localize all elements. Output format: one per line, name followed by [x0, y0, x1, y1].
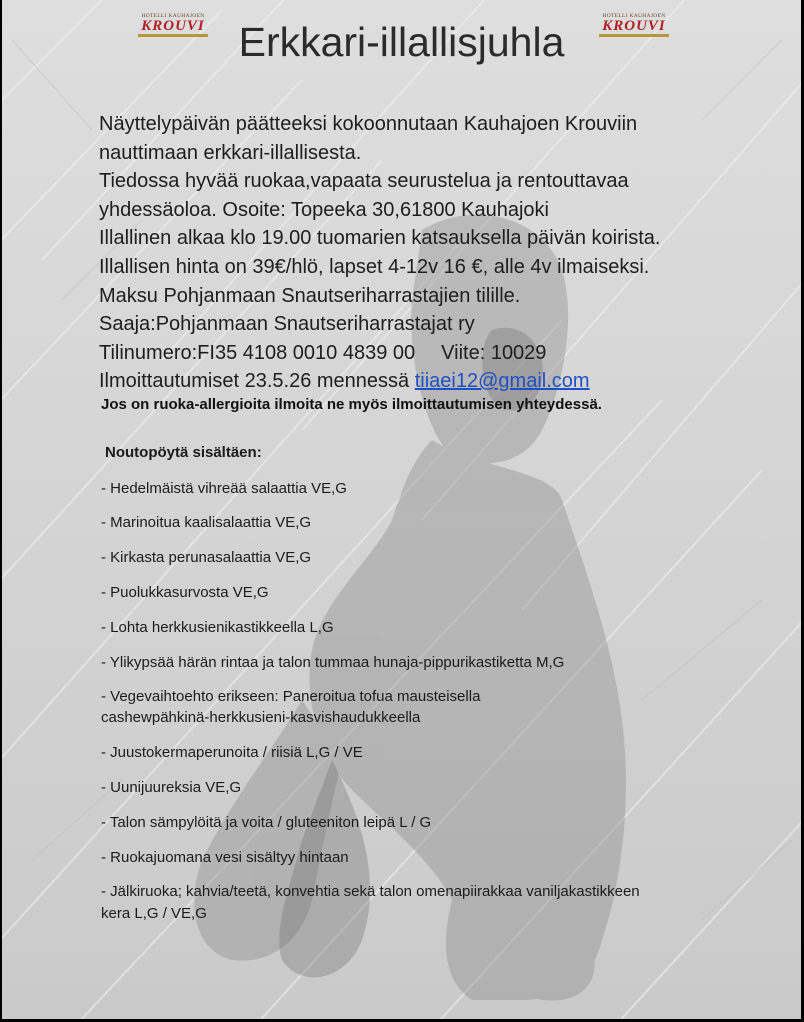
intro-line: Maksu Pohjanmaan Snautseriharrastajien tilille.	[99, 284, 521, 307]
menu-item: - Ylikypsää härän rintaa ja talon tummaa hunaja-pippurikastiketta M,G	[101, 654, 565, 671]
menu-item: cashewpähkinä-herkkusieni-kasvishaudukkeella	[101, 709, 421, 726]
menu-item: - Vegevaihtoehto erikseen: Paneroitua tofua mausteisella	[101, 688, 481, 705]
account-number: Tilinumero:FI35 4108 0010 4839 00	[99, 341, 416, 364]
registration-line	[99, 367, 749, 396]
menu-item: - Talon sämpylöitä ja voita / gluteeniton leipä L / G	[101, 814, 432, 831]
menu-item: - Puolukkasurvosta VE,G	[101, 584, 269, 601]
menu-item: - Marinoitua kaalisalaattia VE,G	[101, 514, 312, 531]
menu-item: kera L,G / VE,G	[101, 905, 207, 922]
menu-heading: Noutopöytä sisältäen:	[105, 444, 262, 461]
intro-line: Tiedossa hyvää ruokaa,vapaata seurustelua ja rentouttavaa	[99, 170, 629, 193]
menu-item: - Hedelmäistä vihreää salaattia VE,G	[101, 480, 347, 497]
menu-item: - Kirkasta perunasalaattia VE,G	[101, 549, 312, 566]
menu-item: - Jälkiruoka; kahvia/teetä, konvehtia sekä talon omenapiirakkaa vaniljakastikkeen	[101, 883, 640, 900]
email-link[interactable]: tiiaei12@gmail.com	[414, 370, 590, 393]
logo-hotel-text: HOTELLI KAUHAJOEN	[602, 13, 666, 19]
registration-deadline: Ilmoittautumiset 23.5.26 mennessä	[99, 370, 410, 393]
menu-item: - Lohta herkkusienikastikkeella L,G	[101, 619, 334, 636]
poster-page	[2, 0, 801, 1019]
allergy-note: Jos on ruoka-allergioita ilmoita ne myös ilmoittautumisen yhteydessä.	[101, 396, 602, 413]
logo-brand-text: KROUVI	[602, 18, 666, 34]
intro-line: Illallinen alkaa klo 19.00 tuomarien katsauksella päivän koirista.	[99, 227, 661, 250]
menu-item: - Uunijuureksia VE,G	[101, 779, 242, 796]
menu-item: - Juustokermaperunoita / riisiä L,G / VE	[101, 744, 363, 761]
logo-brand-text: KROUVI	[141, 18, 205, 34]
intro-text	[99, 110, 749, 396]
intro-line: Näyttelypäivän päätteeksi kokoonnutaan Kauhajoen Krouviin	[99, 113, 638, 135]
page-title: Erkkari-illallisjuhla	[238, 19, 565, 65]
intro-line: Illallisen hinta on 39€/hlö, lapset 4-12v 16 €, alle 4v ilmaiseksi.	[99, 255, 650, 278]
intro-line: Saaja:Pohjanmaan Snautseriharrastajat ry	[99, 313, 475, 336]
account-line	[99, 339, 749, 368]
reference-number: Viite: 10029	[441, 341, 547, 364]
intro-line: yhdessäoloa. Osoite: Topeeka 30,61800 Kauhajoki	[99, 198, 549, 221]
logo-hotel-text: HOTELLI KAUHAJOEN	[141, 13, 205, 19]
intro-line: nauttimaan erkkari-illallisesta.	[99, 141, 362, 164]
menu-item: - Ruokajuomana vesi sisältyy hintaan	[101, 849, 349, 866]
